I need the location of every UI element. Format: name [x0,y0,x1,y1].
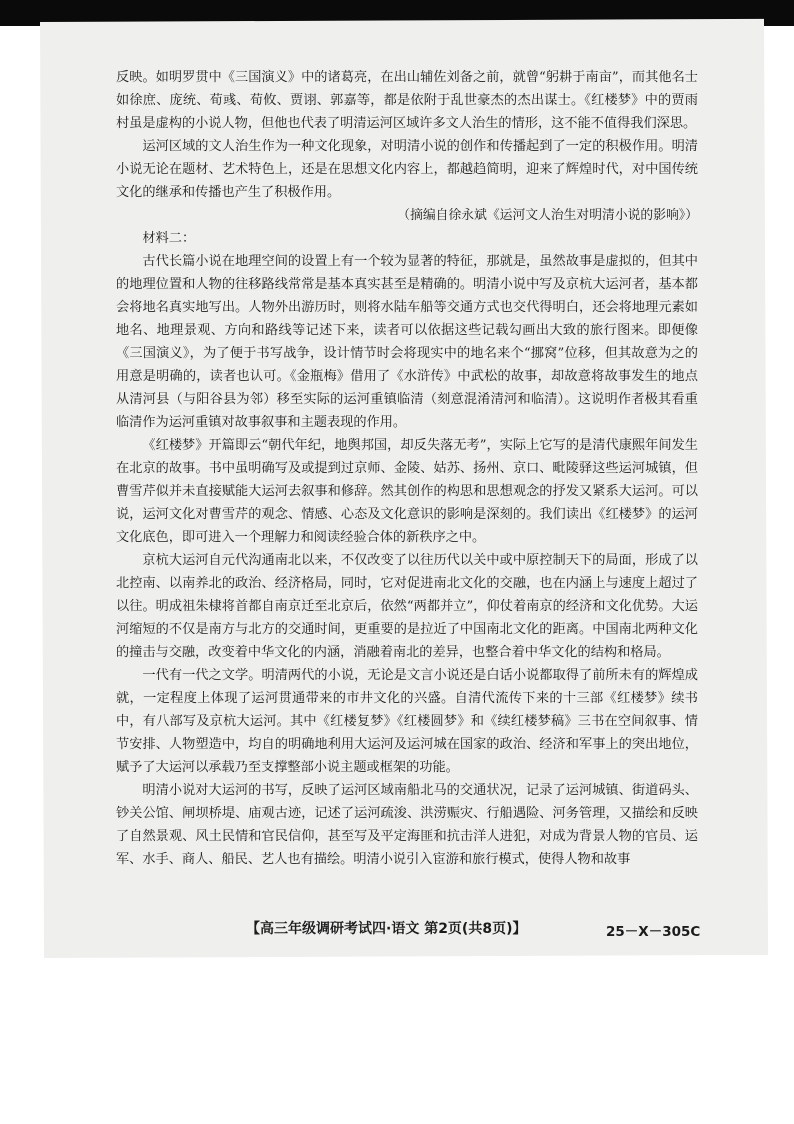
article-body [116,66,698,871]
footer-paper-code: 25－X－305C [606,924,701,940]
paragraph: 古代长篇小说在地理空间的设置上有一个较为显著的特征，那就是，虽然故事是虚拟的，但其中的地理位置和人物的往移路线常常是基本真实甚至是精确的。明清小说中写及京杭大运河者，基本都会将地名真实地写出。人物外出游历时，则将水陆车船等交通方式也交代得明白，还会将地理元素如地名、地理景观、方向和路线等记述下来，读者可以依据这些记载勾画出大致的旅行图来。即便像《三国演义》，为了便于书写战争，设计情节时会将现实中的地名来个“挪窝”位移，但其故意为之的用意是明确的，读者也认可。《金瓶梅》借用了《水浒传》中武松的故事，却故意将故事发生的地点从清河县（与阳谷县为邻）移至实际的运河重镇临清（刻意混淆清河和临清）。这说明作者极其看重临清作为运河重镇对故事叙事和主题表现的作用。 [116,254,698,430]
source-citation: （摘编自徐永斌《运河文人治生对明清小说的影响》） [397,208,698,223]
material-heading: 材料二： [142,231,196,246]
paragraph: 运河区域的文人治生作为一种文化现象，对明清小说的创作和传播起到了一定的积极作用。明清小说无论在题材、艺术特色上，还是在思想文化内容上，都越趋简明，迎来了辉煌时代，对中国传统文化的继承和传播也产生了积极作用。 [116,139,698,200]
paragraph: 明清小说对大运河的书写，反映了运河区域南船北马的交通状况，记录了运河城镇、街道码头、钞关公馆、闸坝桥堤、庙观古迹，记述了运河疏浚、洪涝赈灾、行船遇险、河务管理，又描绘和反映了自然景观、风土民情和官民信仰，甚至写及平定海匪和抗击洋人进犯，对成为背景人物的官员、运军、水手、商人、船民、艺人也有描绘。明清小说引入宦游和旅行模式，使得人物和故事 [116,783,698,867]
page-footer [40,918,760,944]
paragraph: 一代有一代之文学。明清两代的小说，无论是文言小说还是白话小说都取得了前所未有的辉煌成就，一定程度上体现了运河贯通带来的市井文化的兴盛。自清代流传下来的十三部《红楼梦》续书中，有八部写及京杭大运河。其中《红楼复梦》《红楼圆梦》和《续红楼梦稿》三书在空间叙事、情节安排、人物塑造中，均自的明确地利用大运河及运河城在国家的政治、经济和军事上的突出地位，赋予了大运河以承载乃至支撑整部小说主题或框架的功能。 [116,668,698,775]
paragraph: 《红楼梦》开篇即云“朝代年纪，地舆邦国，却反失落无考”，实际上它写的是清代康熙年间发生在北京的故事。书中虽明确写及或提到过京师、金陵、姑苏、扬州、京口、毗陵驿这些运河城镇，但曹雪芹似并未直接赋能大运河去叙事和修辞。然其创作的构思和思想观念的抒发又紧系大运河。可以说，运河文化对曹雪芹的观念、情感、心态及文化意识的影响是深刻的。我们读出《红楼梦》的运河文化底色，即可进入一个理解力和阅读经验合体的新秩序之中。 [116,438,698,545]
footer-exam-info: 【高三年级调研考试四·语文 第2页(共8页)】 [246,921,527,937]
paragraph: 京杭大运河自元代沟通南北以来，不仅改变了以往历代以关中或中原控制天下的局面，形成了以北控南、以南养北的政治、经济格局，同时，它对促进南北文化的交融，也在内涵上与速度上超过了以往。明成祖朱棣将首都自南京迁至北京后，依然“两都并立”，仰仗着南京的经济和文化优势。大运河缩短的不仅是南方与北方的交通时间，更重要的是拉近了中国南北文化的距离。中国南北两种文化的撞击与交融，改变着中华文化的内涵，消融着南北的差异，也整合着中华文化的结构和格局。 [116,553,698,660]
paragraph-continued: 反映。如明罗贯中《三国演义》中的诸葛亮，在出山辅佐刘备之前，就曾“躬耕于南亩”，而其他名士如徐庶、庞统、荀彧、荀攸、贾诩、郭嘉等，都是依附于乱世豪杰的杰出谋士。《红楼梦》中的贾雨村虽是虚构的小说人物，但他也代表了明清运河区域许多文人治生的情形，这不能不值得我们深思。 [116,70,698,131]
